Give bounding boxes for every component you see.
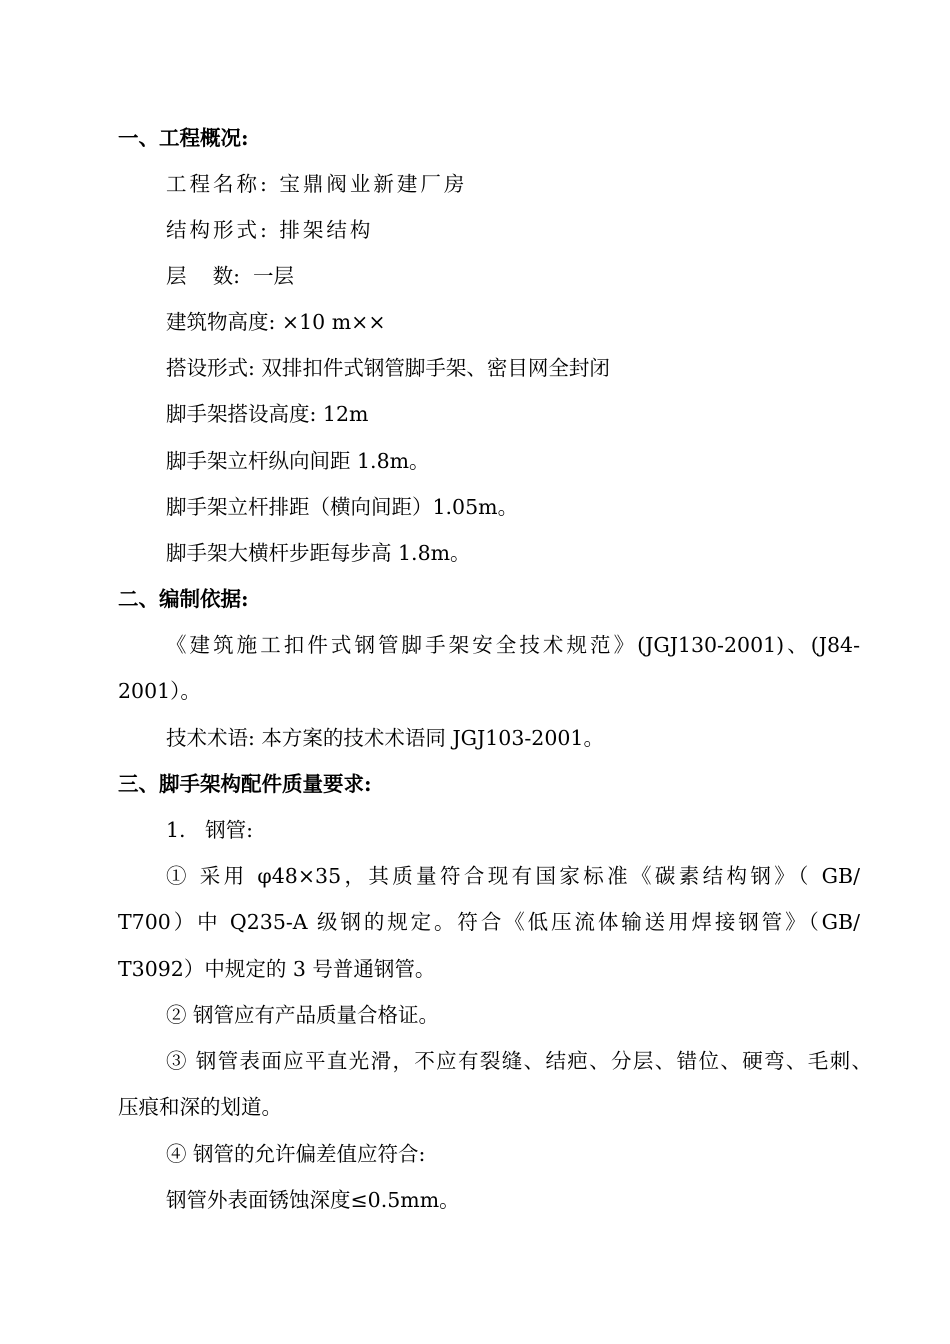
section-heading-overview: 一、工程概况: bbox=[118, 126, 249, 150]
basis-paragraph-line-1: 《建筑施工扣件式钢管脚手架安全技术规范》(JGJ130-2001)、(J84- bbox=[166, 633, 860, 657]
building-height-line: 建筑物高度: ×10 m×× bbox=[166, 310, 386, 334]
pipe-certificate-line: ② 钢管应有产品质量合格证。 bbox=[166, 1003, 440, 1027]
floor-count-line: 层 数: 一层 bbox=[166, 264, 295, 288]
project-name-line: 工程名称: 宝鼎阀业新建厂房 bbox=[166, 172, 468, 196]
section-heading-quality: 三、脚手架构配件质量要求: bbox=[118, 772, 372, 796]
structure-form-line: 结构形式: 排架结构 bbox=[166, 218, 374, 242]
item-steel-pipe: 1. 钢管: bbox=[166, 818, 254, 842]
pipe-surface-line-2: 压痕和深的划道。 bbox=[118, 1095, 282, 1119]
ledger-step-line: 脚手架大横杆步距每步高 1.8m。 bbox=[166, 541, 471, 565]
basis-paragraph-line-2: 2001）。 bbox=[118, 679, 201, 703]
scaffold-height-line: 脚手架搭设高度: 12m bbox=[166, 402, 369, 426]
section-heading-basis: 二、编制依据: bbox=[118, 587, 249, 611]
pipe-spec-line-1: ① 采用 φ48×35，其质量符合现有国家标准《碳素结构钢》（ GB/ bbox=[166, 864, 860, 888]
pipe-surface-line-1: ③ 钢管表面应平直光滑，不应有裂缝、结疤、分层、错位、硬弯、毛刺、 bbox=[166, 1049, 872, 1073]
terms-line: 技术术语: 本方案的技术术语同 JGJ103-2001。 bbox=[166, 726, 604, 750]
pole-longitudinal-spacing-line: 脚手架立杆纵向间距 1.8m。 bbox=[166, 449, 430, 473]
pole-row-spacing-line: 脚手架立杆排距（横向间距）1.05m。 bbox=[166, 495, 519, 519]
pipe-tolerance-line: ④ 钢管的允许偏差值应符合: bbox=[166, 1142, 426, 1166]
pipe-corrosion-line: 钢管外表面锈蚀深度≤0.5mm。 bbox=[166, 1188, 460, 1212]
pipe-spec-line-2: T700）中 Q235-A 级钢的规定。符合《低压流体输送用焊接钢管》（GB/ bbox=[118, 910, 860, 934]
erection-form-line: 搭设形式: 双排扣件式钢管脚手架、密目网全封闭 bbox=[166, 356, 610, 380]
pipe-spec-line-3: T3092）中规定的 3 号普通钢管。 bbox=[118, 957, 436, 981]
